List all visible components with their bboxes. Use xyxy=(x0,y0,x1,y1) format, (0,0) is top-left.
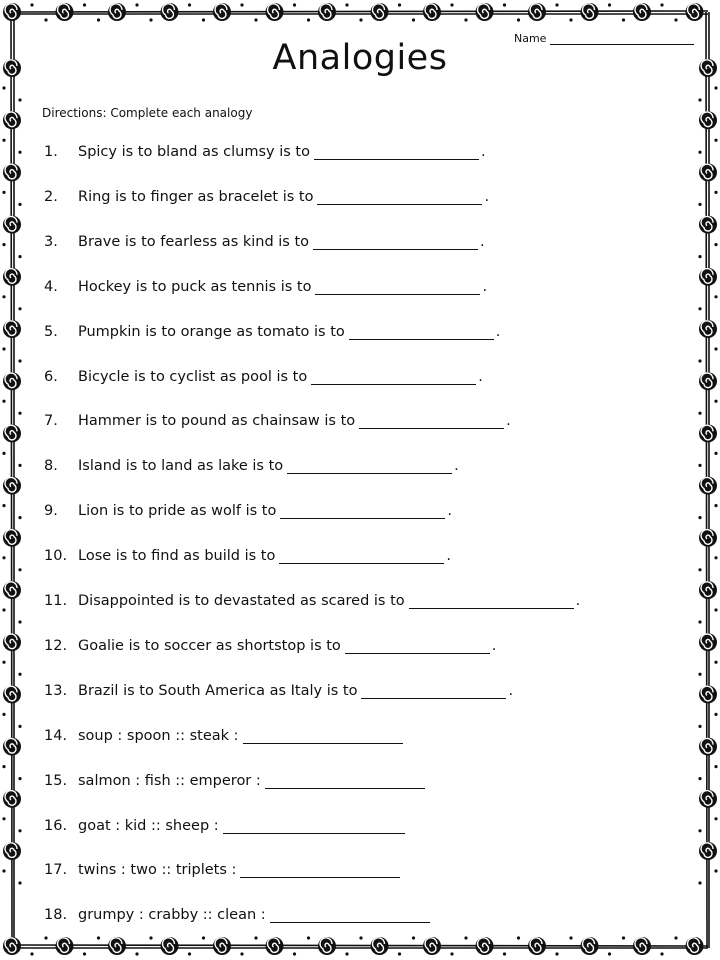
answer-blank[interactable] xyxy=(359,414,504,429)
question-text: goat : kid :: sheep : xyxy=(78,817,219,834)
question-text: Pumpkin is to orange as tomato is to xyxy=(78,323,345,340)
period-mark: . xyxy=(482,278,488,295)
question-number: 3. xyxy=(44,233,58,250)
answer-blank[interactable] xyxy=(265,774,425,789)
period-mark: . xyxy=(454,458,459,475)
answer-blank[interactable] xyxy=(270,908,430,923)
answer-blank[interactable] xyxy=(315,280,480,295)
question-text: Lion is to pride as wolf is to xyxy=(78,503,277,520)
question-item xyxy=(44,638,496,654)
answer-blank[interactable] xyxy=(280,504,445,519)
period-mark: . xyxy=(480,144,486,160)
question-number: 9. xyxy=(44,503,58,520)
question-item xyxy=(44,818,405,834)
question-text: salmon : fish :: emperor : xyxy=(78,772,261,789)
question-number: 12. xyxy=(44,637,68,654)
question-number: 1. xyxy=(44,144,58,160)
question-item xyxy=(44,234,485,250)
question-number: 14. xyxy=(44,727,68,744)
question-item xyxy=(44,369,483,385)
question-text: soup : spoon :: steak : xyxy=(78,727,239,744)
period-mark: . xyxy=(506,413,511,430)
question-number: 13. xyxy=(44,682,68,699)
question-number: 17. xyxy=(44,862,68,879)
question-text: Hammer is to pound as chainsaw is to xyxy=(78,413,356,430)
answer-blank[interactable] xyxy=(313,235,478,250)
question-number: 8. xyxy=(44,458,58,475)
period-mark: . xyxy=(575,593,581,609)
question-item xyxy=(44,413,511,429)
answer-blank[interactable] xyxy=(279,549,444,564)
question-number: 6. xyxy=(44,368,58,385)
name-label: Name xyxy=(514,32,547,45)
answer-blank[interactable] xyxy=(317,190,482,205)
question-item xyxy=(44,683,513,699)
question-number: 16. xyxy=(44,817,68,834)
directions-text: Directions: Complete each analogy xyxy=(42,106,253,120)
answer-blank[interactable] xyxy=(409,594,574,609)
question-text: Ring is to finger as bracelet is to xyxy=(78,188,314,205)
question-item xyxy=(44,458,459,474)
answer-blank[interactable] xyxy=(240,863,400,878)
period-mark: . xyxy=(446,548,451,565)
question-item xyxy=(44,773,425,789)
answer-blank[interactable] xyxy=(243,729,403,744)
question-text: Spicy is to bland as clumsy is to xyxy=(78,144,310,160)
page-title: Analogies xyxy=(272,38,448,78)
question-item xyxy=(44,503,452,519)
question-text: Disappointed is to devastated as scared is to xyxy=(78,593,405,609)
question-item xyxy=(44,324,500,340)
question-text: Lose is to find as build is to xyxy=(78,548,276,565)
period-mark: . xyxy=(478,368,483,385)
question-text: Brazil is to South America as Italy is to xyxy=(78,682,358,699)
period-mark: . xyxy=(491,637,497,654)
question-number: 15. xyxy=(44,772,68,789)
question-item xyxy=(44,548,451,564)
answer-blank[interactable] xyxy=(349,325,494,340)
question-item xyxy=(44,862,400,878)
period-mark: . xyxy=(447,503,452,520)
question-text: Bicycle is to cyclist as pool is to xyxy=(78,368,308,385)
answer-blank[interactable] xyxy=(314,145,479,160)
question-item xyxy=(44,728,403,744)
question-item xyxy=(44,144,486,160)
question-text: grumpy : crabby :: clean : xyxy=(78,907,266,924)
answer-blank[interactable] xyxy=(311,370,476,385)
question-text: Island is to land as lake is to xyxy=(78,458,284,475)
period-mark: . xyxy=(480,233,485,250)
period-mark: . xyxy=(495,323,501,340)
answer-blank[interactable] xyxy=(361,684,506,699)
period-mark: . xyxy=(484,188,490,205)
question-item xyxy=(44,593,580,609)
answer-blank[interactable] xyxy=(345,639,490,654)
question-number: 5. xyxy=(44,323,58,340)
answer-blank[interactable] xyxy=(223,819,405,834)
question-number: 2. xyxy=(44,188,58,205)
question-number: 4. xyxy=(44,278,58,295)
question-item xyxy=(44,189,489,205)
question-text: Goalie is to soccer as shortstop is to xyxy=(78,637,341,654)
question-text: Hockey is to puck as tennis is to xyxy=(78,278,312,295)
question-item xyxy=(44,279,487,295)
question-number: 11. xyxy=(44,593,68,609)
question-number: 18. xyxy=(44,907,68,924)
period-mark: . xyxy=(508,682,514,699)
question-text: Brave is to fearless as kind is to xyxy=(78,233,310,250)
question-item xyxy=(44,907,430,923)
question-text: twins : two :: triplets : xyxy=(78,862,237,879)
question-number: 10. xyxy=(44,548,68,565)
question-number: 7. xyxy=(44,413,58,430)
answer-blank[interactable] xyxy=(287,459,452,474)
